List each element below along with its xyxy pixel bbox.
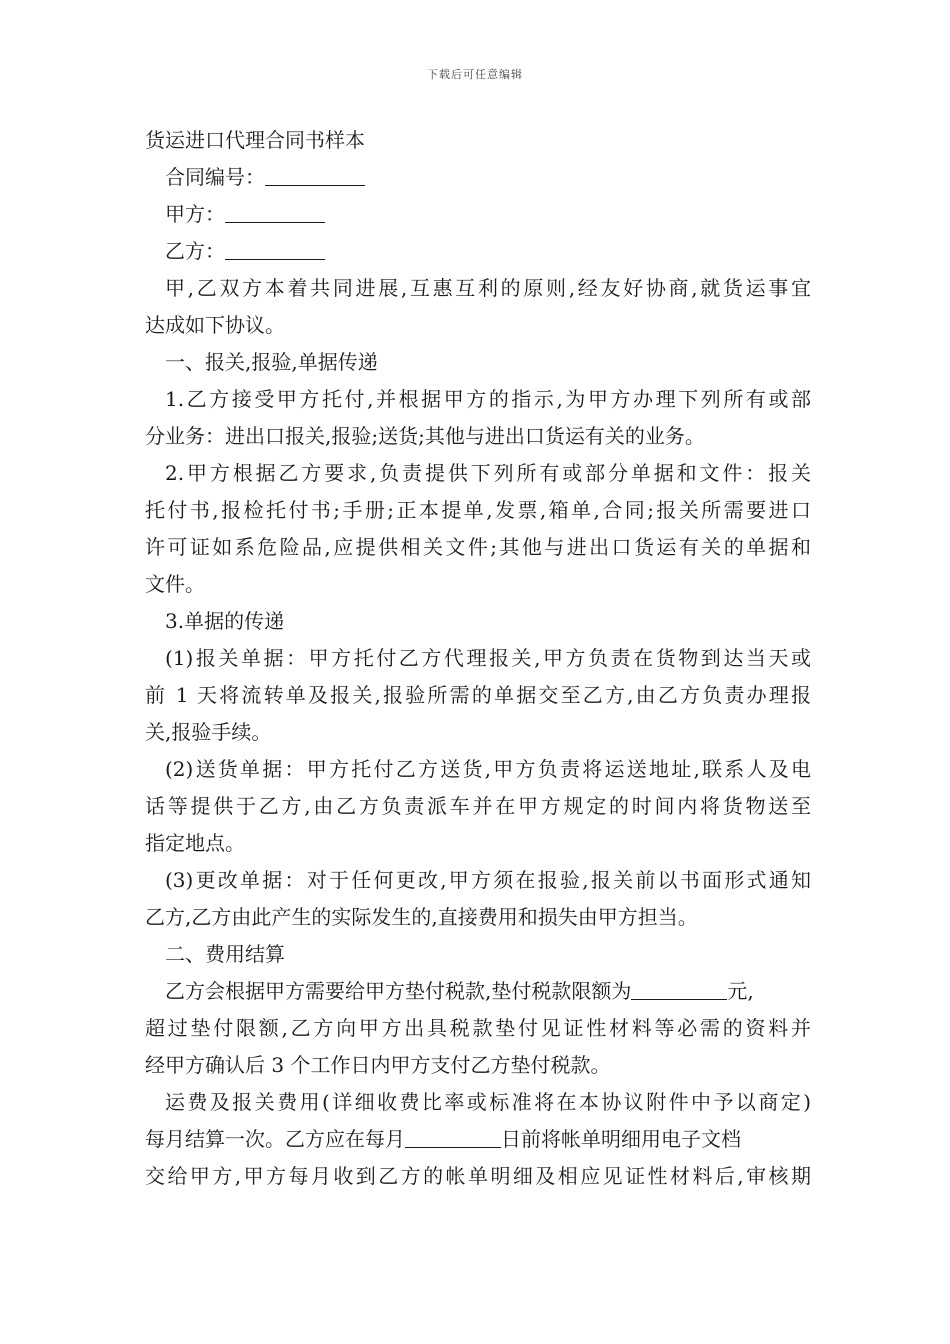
section-heading: 二、费用结算: [165, 942, 285, 966]
tax-limit-blank: [631, 979, 727, 1000]
paragraph-line: (3)更改单据：对于任何更改,甲方须在报验,报关前以书面形式通知: [165, 868, 811, 892]
fee-date-blank: [405, 1127, 501, 1148]
intro-line: 达成如下协议。: [145, 313, 285, 337]
page-header: 下载后可任意编辑: [427, 68, 523, 81]
party-a-label: 甲方：: [165, 202, 225, 226]
fee-text: 每月结算一次。乙方应在每月: [145, 1127, 405, 1151]
paragraph-line: 关,报验手续。: [145, 720, 272, 744]
fee-date-line: [145, 1121, 811, 1158]
paragraph-line: 分业务：进出口报关,报验;送货;其他与进出口货运有关的业务。: [145, 424, 705, 448]
party-b-label: 乙方：: [165, 239, 225, 263]
paragraph-line: 交给甲方,甲方每月收到乙方的帐单明细及相应见证性材料后,审核期: [145, 1164, 811, 1188]
party-b-blank: [225, 239, 325, 260]
contract-number-blank: [265, 165, 365, 186]
paragraph-line: 文件。: [145, 572, 205, 596]
contract-number-label: 合同编号：: [165, 165, 265, 189]
party-b-line: [145, 233, 811, 270]
contract-number-line: [145, 159, 811, 196]
paragraph-line: 超过垫付限额,乙方向甲方出具税款垫付见证性材料等必需的资料并: [145, 1016, 811, 1040]
paragraph-line: 1.乙方接受甲方托付,并根据甲方的指示,为甲方办理下列所有或部: [165, 387, 811, 411]
paragraph-line: 指定地点。: [145, 831, 245, 855]
paragraph-line: 运费及报关费用(详细收费比率或标准将在本协议附件中予以商定): [165, 1090, 811, 1114]
intro-line: 甲,乙双方本着共同进展,互惠互利的原则,经友好协商,就货运事宜: [165, 276, 811, 300]
paragraph-line: 经甲方确认后 3 个工作日内甲方支付乙方垫付税款。: [145, 1053, 611, 1077]
tax-unit: 元,: [727, 979, 754, 1003]
document-title: 货运进口代理合同书样本: [145, 128, 365, 152]
party-a-line: [145, 196, 811, 233]
fee-text: 日前将帐单明细用电子文档: [501, 1127, 741, 1151]
document-body: [145, 122, 811, 1195]
paragraph-line: (2)送货单据：甲方托付乙方送货,甲方负责将运送地址,联系人及电: [165, 757, 811, 781]
paragraph-line: 话等提供于乙方,由乙方负责派车并在甲方规定的时间内将货物送至: [145, 794, 811, 818]
tax-text: 乙方会根据甲方需要给甲方垫付税款,垫付税款限额为: [165, 979, 632, 1003]
subsection-heading: 3.单据的传递: [165, 609, 285, 633]
section-heading: 一、报关,报验,单据传递: [165, 350, 378, 374]
paragraph-line: (1)报关单据：甲方托付乙方代理报关,甲方负责在货物到达当天或: [165, 646, 811, 670]
tax-limit-line: [145, 973, 811, 1010]
paragraph-line: 前 1 天将流转单及报关,报验所需的单据交至乙方,由乙方负责办理报: [145, 683, 811, 707]
paragraph-line: 托付书,报检托付书;手册;正本提单,发票,箱单,合同;报关所需要进口: [145, 498, 811, 522]
party-a-blank: [225, 202, 325, 223]
paragraph-line: 2.甲方根据乙方要求,负责提供下列所有或部分单据和文件：报关: [165, 461, 811, 485]
paragraph-line: 乙方,乙方由此产生的实际发生的,直接费用和损失由甲方担当。: [145, 905, 698, 929]
paragraph-line: 许可证如系危险品,应提供相关文件;其他与进出口货运有关的单据和: [145, 535, 811, 559]
